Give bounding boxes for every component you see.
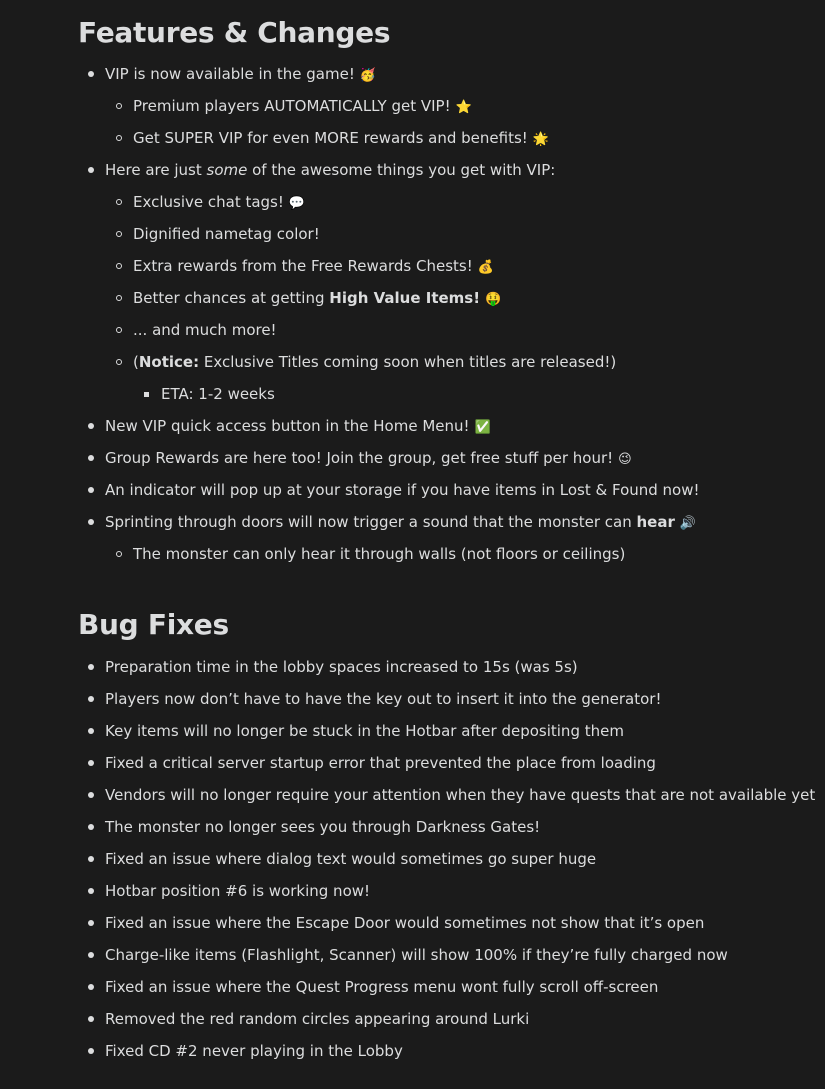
item-text: Fixed an issue where the Quest Progress menu wont fully scroll off-screen — [105, 978, 659, 996]
item-emphasis: some — [206, 161, 248, 179]
item-text: Key items will no longer be stuck in the Hotbar after depositing them — [105, 722, 624, 740]
item-text: Dignified nametag color! — [133, 225, 320, 243]
party-face-icon: 🥳 — [359, 68, 377, 83]
item-text: Sprinting through doors will now trigger a sound that the monster can — [105, 513, 637, 531]
list-item — [105, 779, 815, 811]
bullet-marker — [88, 984, 94, 990]
bullet-marker — [116, 103, 122, 109]
winking-face-icon: 😉 — [618, 452, 632, 467]
list-item — [105, 651, 578, 683]
list-item — [105, 58, 376, 90]
list-item — [105, 1003, 529, 1035]
bullet-marker — [116, 263, 122, 269]
list-item — [133, 282, 501, 314]
item-text: Players now don’t have to have the key out to insert it into the generator! — [105, 690, 662, 708]
item-text: Group Rewards are here too! Join the group, get free stuff per hour! — [105, 449, 614, 467]
list-item — [105, 683, 661, 715]
bullet-marker — [116, 231, 122, 237]
item-bold: High Value Items! — [329, 289, 481, 307]
bullet-marker — [88, 792, 94, 798]
item-text: Fixed an issue where dialog text would sometimes go super huge — [105, 850, 597, 868]
list-item — [105, 506, 696, 538]
money-mouth-face-icon: 🤑 — [485, 292, 502, 307]
item-text: Here are just — [105, 161, 207, 179]
item-text: The monster can only hear it through walls (not floors or ceilings) — [133, 545, 626, 563]
bullet-marker — [116, 551, 122, 557]
item-text: ( — [133, 353, 139, 371]
item-text: ... and much more! — [133, 321, 277, 339]
list-item — [105, 843, 596, 875]
bullet-marker — [88, 423, 94, 429]
list-item — [133, 186, 305, 218]
sparkle-star-icon: 🌟 — [532, 132, 549, 147]
item-text: Charge-like items (Flashlight, Scanner) will show 100% if they’re fully charged now — [105, 946, 728, 964]
item-text: Extra rewards from the Free Rewards Chests! — [133, 257, 473, 275]
star-icon: ⭐ — [455, 100, 472, 115]
item-text: Fixed a critical server startup error that prevented the place from loading — [105, 754, 656, 772]
check-mark-icon: ✅ — [474, 420, 491, 435]
item-text: The monster no longer sees you through Darkness Gates! — [105, 818, 541, 836]
item-text: Preparation time in the lobby spaces increased to 15s (was 5s) — [105, 658, 578, 676]
list-item — [105, 971, 658, 1003]
item-text: Hotbar position #6 is working now! — [105, 882, 371, 900]
list-item — [133, 538, 625, 570]
bullet-marker — [88, 696, 94, 702]
bullet-marker — [116, 295, 122, 301]
bullet-marker — [88, 664, 94, 670]
bullet-marker — [88, 888, 94, 894]
bullet-marker — [88, 71, 94, 77]
list-item — [105, 715, 624, 747]
list-item — [105, 442, 632, 474]
bullet-marker — [88, 760, 94, 766]
bullet-marker — [88, 952, 94, 958]
bullet-marker — [88, 519, 94, 525]
list-item — [105, 875, 370, 907]
item-text: Exclusive Titles coming soon when titles are released!) — [199, 353, 617, 371]
list-item — [133, 90, 472, 122]
list-item — [133, 346, 616, 378]
bugfixes-heading: Bug Fixes — [78, 608, 229, 641]
bullet-marker — [88, 920, 94, 926]
bullet-marker — [88, 728, 94, 734]
bullet-marker — [88, 1016, 94, 1022]
list-item — [161, 378, 275, 410]
item-text: Removed the red random circles appearing around Lurki — [105, 1010, 530, 1028]
bullet-marker — [88, 824, 94, 830]
bullet-marker — [88, 1048, 94, 1054]
bullet-marker — [88, 487, 94, 493]
bullet-marker — [144, 392, 149, 397]
item-text: Better chances at getting — [133, 289, 330, 307]
item-text: VIP is now available in the game! — [105, 65, 355, 83]
item-text: Fixed an issue where the Escape Door would sometimes not show that it’s open — [105, 914, 705, 932]
item-text: New VIP quick access button in the Home Menu! — [105, 417, 470, 435]
item-text: of the awesome things you get with VIP: — [247, 161, 556, 179]
bullet-marker — [116, 359, 122, 365]
item-text: Get SUPER VIP for even MORE rewards and benefits! — [133, 129, 528, 147]
item-bold: hear — [636, 513, 675, 531]
list-item — [133, 122, 549, 154]
item-text: ETA: 1-2 weeks — [161, 385, 275, 403]
item-text: An indicator will pop up at your storage if you have items in Lost & Found now! — [105, 481, 700, 499]
speaker-icon: 🔊 — [679, 516, 697, 531]
bullet-marker — [88, 167, 94, 173]
item-text: Fixed CD #2 never playing in the Lobby — [105, 1042, 403, 1060]
item-text: Vendors will no longer require your attention when they have quests that are not available yet — [105, 786, 816, 804]
item-bold: Notice: — [138, 353, 200, 371]
list-item — [133, 314, 277, 346]
bullet-marker — [88, 455, 94, 461]
list-item — [105, 474, 700, 506]
speech-bubble-icon: 💬 — [288, 196, 306, 211]
list-item — [133, 218, 320, 250]
bullet-marker — [88, 856, 94, 862]
list-item — [105, 939, 728, 971]
list-item — [105, 747, 656, 779]
list-item — [105, 154, 555, 186]
bullet-marker — [116, 199, 122, 205]
item-text: Premium players AUTOMATICALLY get VIP! — [133, 97, 451, 115]
list-item — [133, 250, 494, 282]
bullet-marker — [116, 327, 122, 333]
list-item — [105, 1035, 403, 1067]
bullet-marker — [116, 135, 122, 141]
list-item — [105, 410, 491, 442]
features-heading: Features & Changes — [78, 16, 391, 49]
list-item — [105, 811, 540, 843]
list-item — [105, 907, 704, 939]
money-bag-icon: 💰 — [477, 260, 494, 275]
item-text: Exclusive chat tags! — [133, 193, 284, 211]
